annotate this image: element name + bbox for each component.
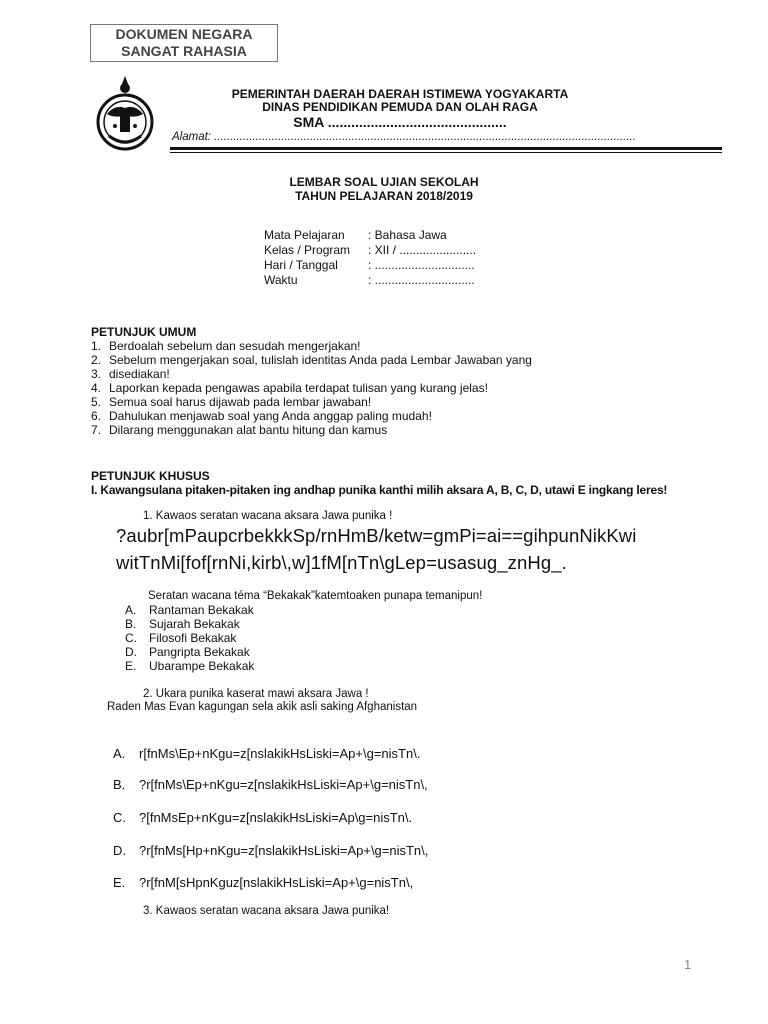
option-e: E. Ubarampe Bekakak [125,659,255,673]
meta-row [264,228,447,242]
answer-c: C. ?[fnMsEp+nKgu=z[nslakikHsLiski=Ap\g=nisTn\. [113,810,413,825]
answer-a: A. r[fnMs\Ep+nKgu=z[nslakikHsLiski=Ap+\g=nisTn\. [113,746,421,761]
meta-row [264,243,476,257]
option-b: B. Sujarah Bekakak [125,617,240,631]
header-government: PEMERINTAH DAERAH DAERAH ISTIMEWA YOGYAKARTA [231,87,569,101]
special-instructions-text: I. Kawangsulana pitaken-pitaken ing andhap punika kanthi milih aksara A, B, C, D, utawi E ingkang leres! [91,483,668,497]
meta-row [264,273,475,287]
question-2-sentence: Raden Mas Evan kagungan sela akik asli saking Afghanistan [107,701,418,713]
question-3-label: 3. Kawaos seratan wacana aksara Jawa punika! [143,905,390,917]
header-rule-thin [170,152,722,153]
meta-value: : XII / ....................... [368,243,477,257]
javanese-text-line-2: witTnMi[fof[rnNi,kirb\,w]1fM[nTn\gLep=usasug_znHg_. [116,552,567,573]
answer-b: B. ?r[fnMs\Ep+nKgu=z[nslakikHsLiski=Ap+\g=nisTn\, [113,777,428,792]
meta-value: : .............................. [368,258,475,272]
list-item: 3. disediakan! [91,367,170,381]
meta-key: Mata Pelajaran [264,228,345,242]
option-d: D. Pangripta Bekakak [125,645,250,659]
doc-title: LEMBAR SOAL UJIAN SEKOLAH [289,175,479,189]
special-instructions-heading: PETUNJUK KHUSUS [91,469,210,483]
confidential-stamp [90,24,278,62]
header-address: Alamat: .................................................................................................................................... [172,131,636,143]
doc-subtitle: TAHUN PELAJARAN 2018/2019 [295,189,473,203]
general-instructions-list [91,339,532,437]
yogyakarta-emblem-icon [93,74,157,154]
meta-key: Waktu [264,273,298,287]
answer-d: D. ?r[fnMs[Hp+nKgu=z[nslakikHsLiski=Ap+\g=nisTn\, [113,843,429,858]
javanese-text-line-1: ?aubr[mPaupcrbekkkSp/rnHmB/ketw=gmPi=ai==gihpunNikKwi [116,525,637,546]
header-school: SMA .............................................. [293,114,507,130]
header-rule-thick [170,147,722,150]
question-1-label: 1. Kawaos seratan wacana aksara Jawa punika ! [143,510,393,522]
list-item: 7. Dilarang menggunakan alat bantu hitung dan kamus [91,423,388,437]
meta-value: : Bahasa Jawa [368,228,447,242]
meta-value: : .............................. [368,273,475,287]
general-instructions-heading: PETUNJUK UMUM [91,325,197,339]
list-item: 4. Laporkan kepada pengawas apabila terdapat tulisan yang kurang jelas! [91,381,488,395]
question-1-options [125,603,254,673]
header-department: DINAS PENDIDIKAN PEMUDA DAN OLAH RAGA [262,100,538,114]
question-1-prompt: Seratan wacana téma “Bekakak”katemtoaken punapa temanipun! [148,590,483,602]
question-2-label: 2. Ukara punika kaserat mawi aksara Jawa ! [143,688,369,700]
list-item: 1. Berdoalah sebelum dan sesudah mengerjakan! [91,339,361,353]
list-item: 5. Semua soal harus dijawab pada lembar jawaban! [91,395,372,409]
meta-row [264,258,475,272]
option-c: C. Filosofi Bekakak [125,631,237,645]
option-a: A. Rantaman Bekakak [125,603,254,617]
meta-key: Kelas / Program [264,243,351,257]
answer-e: E. ?r[fnM[sHpnKguz[nslakikHsLiski=Ap+\g=nisTn\, [113,875,414,890]
stamp-line-2: SANGAT RAHASIA [121,43,247,59]
list-item: 2. Sebelum mengerjakan soal, tulislah identitas Anda pada Lembar Jawaban yang [91,353,532,367]
meta-key: Hari / Tanggal [264,258,338,272]
page-number: 1 [684,957,692,972]
list-item: 6. Dahulukan menjawab soal yang Anda anggap paling mudah! [91,409,432,423]
stamp-line-1: DOKUMEN NEGARA [115,26,253,42]
